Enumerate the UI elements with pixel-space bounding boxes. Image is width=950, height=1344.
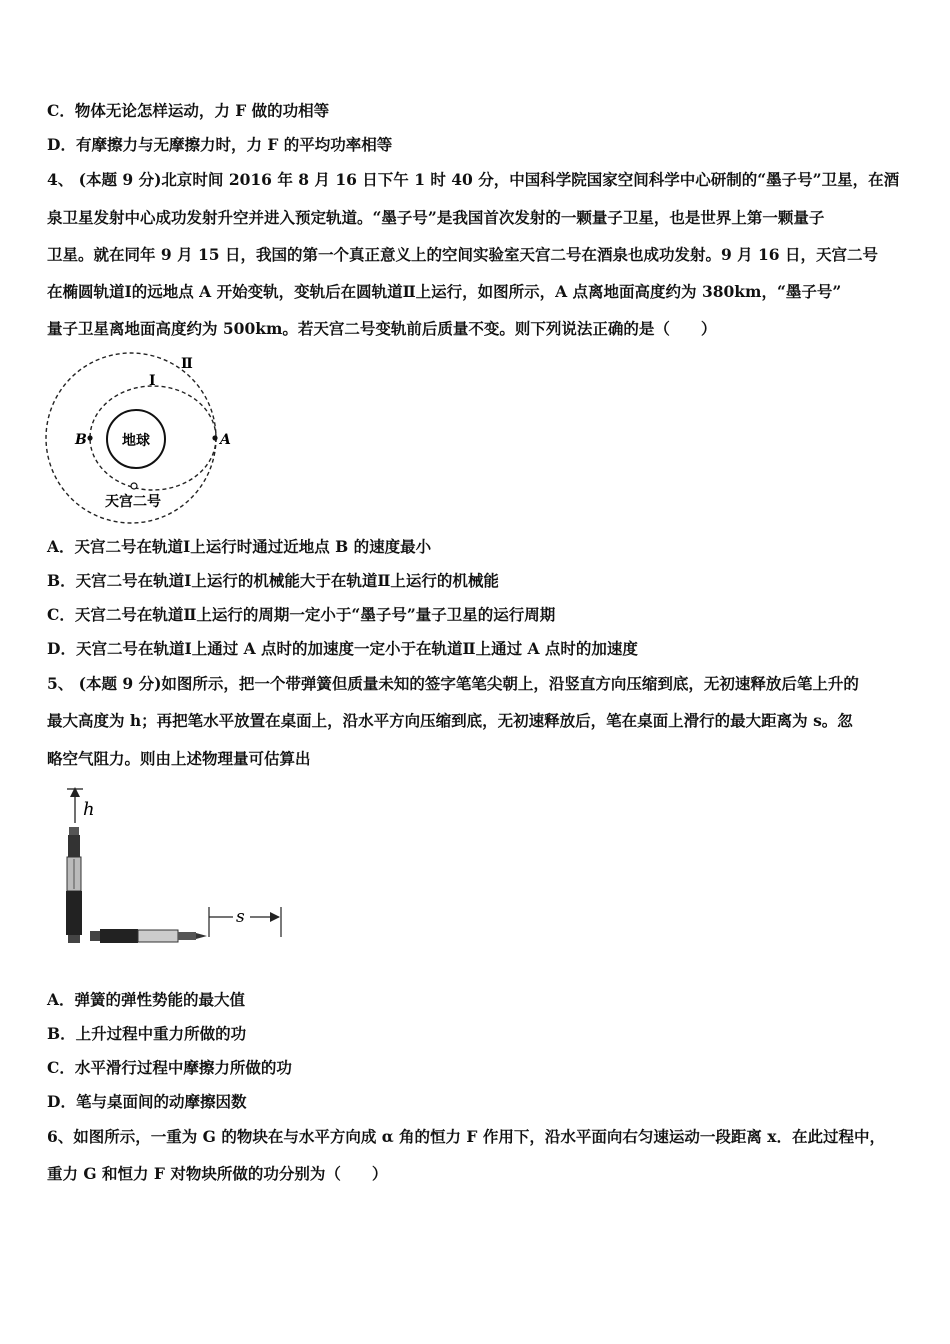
- q5-option-d: D．笔与桌面间的动摩擦因数: [47, 1092, 247, 1111]
- q4-stem-line: 4、 (本题 9 分)北京时间 2016 年 8 月 16 日下午 1 时 40 分，中国科学院国家空间科学中心研制的“墨子号”卫星，在酒: [47, 170, 900, 189]
- q4-stem-line: 泉卫星发射中心成功发射升空并进入预定轨道。“墨子号”是我国首次发射的一颗量子卫星，也是世界上第一颗量子: [47, 208, 825, 227]
- space-station-marker: [131, 483, 137, 489]
- orbit-diagram: [45, 350, 235, 525]
- label-a: A: [220, 432, 231, 448]
- label-h: h: [83, 799, 95, 820]
- label-s: s: [236, 907, 245, 927]
- q5-option-c: C．水平滑行过程中摩擦力所做的功: [47, 1058, 292, 1077]
- q3-option-c: C．物体无论怎样运动，力 F 做的功相等: [47, 101, 330, 120]
- q5-stem-line: 5、 (本题 9 分)如图所示，把一个带弹簧但质量未知的签字笔笔尖朝上，沿竖直方向压缩到底，无初速释放后笔上升的: [47, 674, 859, 693]
- q6-stem-line: 6、如图所示，一重为 G 的物块在与水平方向成 α 角的恒力 F 作用下，沿水平面向右匀速运动一段距离 x．在此过程中，: [47, 1127, 885, 1146]
- q4-option-c: C．天宫二号在轨道Ⅱ上运行的周期一定小于“墨子号”量子卫星的运行周期: [47, 605, 556, 624]
- vertical-pen: [66, 827, 82, 943]
- point-b: [87, 435, 92, 440]
- label-b: B: [75, 432, 87, 448]
- label-space-station: 天宫二号: [105, 494, 161, 510]
- q3-option-d: D．有摩擦力与无摩擦力时，力 F 的平均功率相等: [47, 135, 393, 154]
- pen-diagram: [55, 785, 290, 950]
- earth-label: 地球: [122, 433, 150, 449]
- horizontal-pen: [90, 929, 207, 943]
- q4-stem-line: 卫星。就在同年 9 月 15 日，我国的第一个真正意义上的空间实验室天宫二号在酒泉也成功发射。9 月 16 日，天宫二号: [47, 245, 878, 264]
- q4-option-b: B．天宫二号在轨道Ⅰ上运行的机械能大于在轨道Ⅱ上运行的机械能: [47, 571, 499, 590]
- q4-stem-line: 量子卫星离地面高度约为 500km。若天宫二号变轨前后质量不变。则下列说法正确的是（ ）: [47, 319, 717, 338]
- point-a: [212, 435, 217, 440]
- label-orbit-1: Ⅰ: [149, 373, 156, 389]
- q4-option-d: D．天宫二号在轨道Ⅰ上通过 A 点时的加速度一定小于在轨道Ⅱ上通过 A 点时的加速度: [47, 639, 638, 658]
- q6-stem-line: 重力 G 和恒力 F 对物块所做的功分别为（ ）: [47, 1164, 388, 1183]
- q5-option-b: B．上升过程中重力所做的功: [47, 1024, 247, 1043]
- q5-option-a: A．弹簧的弹性势能的最大值: [47, 990, 246, 1009]
- q5-stem-line: 最大高度为 h；再把笔水平放置在桌面上，沿水平方向压缩到底，无初速释放后，笔在桌面上滑行的最大距离为 s。忽: [47, 711, 853, 730]
- q4-stem-line: 在椭圆轨道Ⅰ的远地点 A 开始变轨，变轨后在圆轨道Ⅱ上运行，如图所示，A 点离地面高度约为 380km，“墨子号”: [47, 282, 842, 301]
- q4-option-a: A．天宫二号在轨道Ⅰ上运行时通过近地点 B 的速度最小: [47, 537, 432, 556]
- label-orbit-2: Ⅱ: [181, 356, 193, 372]
- s-arrowhead: [270, 912, 280, 922]
- q5-stem-line: 略空气阻力。则由上述物理量可估算出: [47, 749, 311, 768]
